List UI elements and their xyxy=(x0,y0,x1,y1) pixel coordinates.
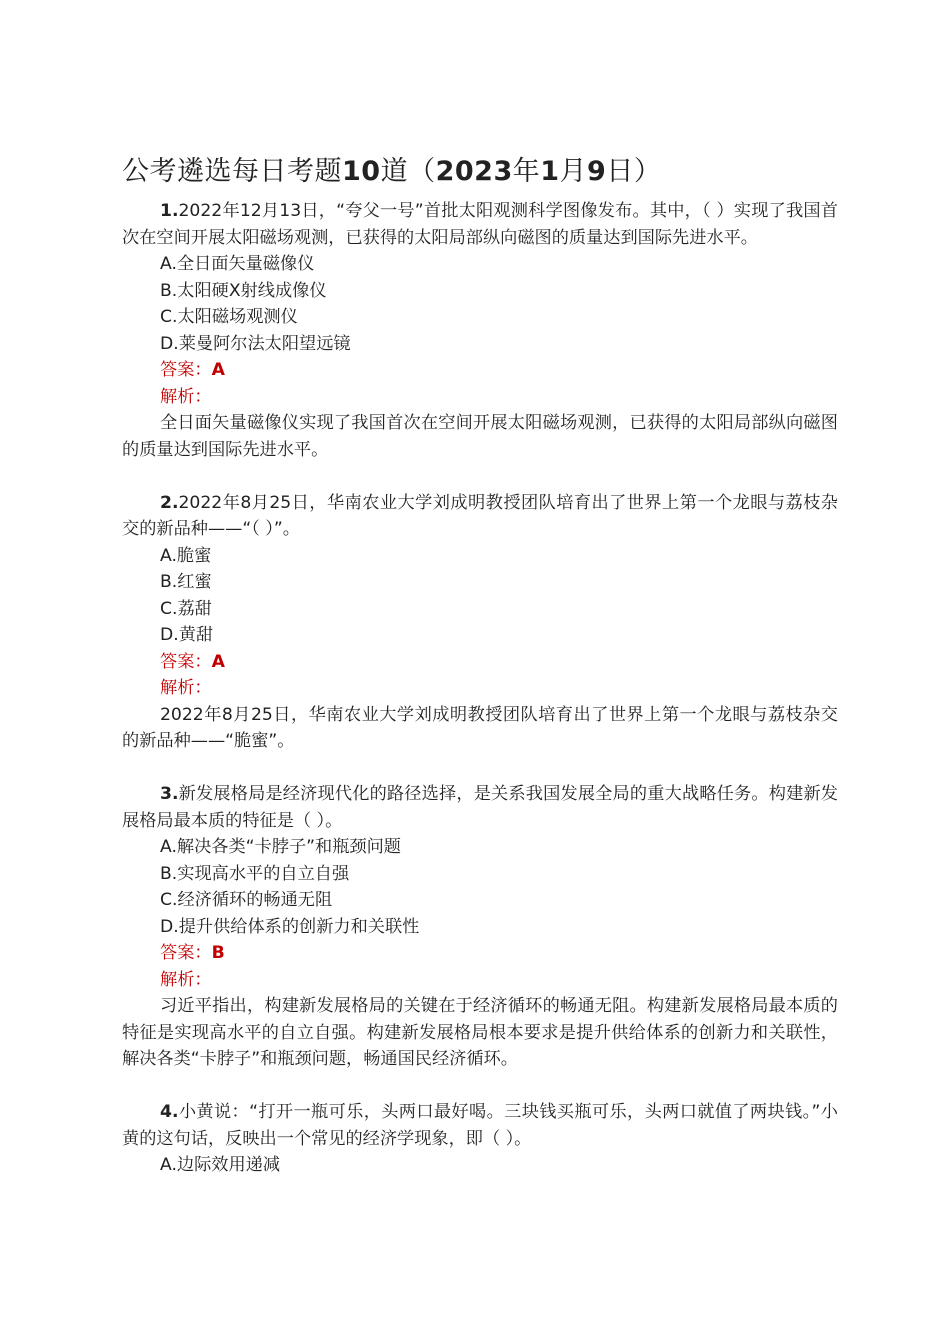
question-number: 4. xyxy=(160,1102,179,1122)
option-a: A.解决各类“卡脖子”和瓶颈问题 xyxy=(160,837,401,857)
analysis-text: 2022年8月25日，华南农业大学刘成明教授团队培育出了世界上第一个龙眼与荔枝杂交的新品种——“脆蜜”。 xyxy=(122,704,838,751)
analysis-text: 全日面矢量磁像仪实现了我国首次在空间开展太阳磁场观测，已获得的太阳局部纵向磁图的质量达到国际先进水平。 xyxy=(122,413,838,460)
question-stem: 3.新发展格局是经济现代化的路径选择，是关系我国发展全局的重大战略任务。构建新发展格局最本质的特征是（ ）。 xyxy=(122,784,838,831)
option-b: B.实现高水平的自立自强 xyxy=(160,863,350,884)
question-4 xyxy=(122,1099,838,1179)
option-c: C.太阳磁场观测仪 xyxy=(160,307,298,327)
spacer xyxy=(122,1073,838,1100)
page-title: 公考遴选每日考题10道（2023年1月9日） xyxy=(122,156,662,187)
option-d: D.黄甜 xyxy=(160,625,214,645)
answer-line: 答案：A xyxy=(160,360,225,380)
analysis-label: 解析： xyxy=(160,678,212,698)
question-stem: 1.2022年12月13日，“夸父一号”首批太阳观测科学图像发布。其中，（ ）实现了我国首次在空间开展太阳磁场观测，已获得的太阳局部纵向磁图的质量达到国际先进水平。 xyxy=(122,201,838,248)
question-number: 2. xyxy=(160,492,179,513)
option-b: B.太阳硬X射线成像仪 xyxy=(160,280,327,301)
document-page xyxy=(122,150,838,1179)
question-stem: 2.2022年8月25日，华南农业大学刘成明教授团队培育出了世界上第一个龙眼与荔枝杂交的新品种——“（ ）”。 xyxy=(122,492,838,539)
option-c: C.荔甜 xyxy=(160,598,212,619)
answer-line: 答案：A xyxy=(160,651,225,672)
option-a: A.脆蜜 xyxy=(160,545,212,566)
analysis-label: 解析： xyxy=(160,386,212,407)
option-d: D.提升供给体系的创新力和关联性 xyxy=(160,916,420,937)
question-3 xyxy=(122,781,838,1073)
answer-line: 答案：B xyxy=(160,943,225,963)
option-b: B.红蜜 xyxy=(160,572,212,592)
spacer xyxy=(122,755,838,782)
question-stem: 4.小黄说：“打开一瓶可乐，头两口最好喝。三块钱买瓶可乐，头两口就值了两块钱。”小黄的这句话，反映出一个常见的经济学现象，即（ ）。 xyxy=(122,1102,838,1149)
analysis-label: 解析： xyxy=(160,969,212,990)
analysis-text: 习近平指出，构建新发展格局的关键在于经济循环的畅通无阻。构建新发展格局最本质的特征是实现高水平的自立自强。构建新发展格局根本要求是提升供给体系的创新力和关联性，解决各类“卡脖子”和瓶颈问题，畅通国民经济循环。 xyxy=(122,996,838,1069)
option-a: A.全日面矢量磁像仪 xyxy=(160,254,315,274)
question-number: 3. xyxy=(160,784,179,804)
spacer xyxy=(122,463,838,490)
option-a: A.边际效用递减 xyxy=(160,1155,281,1175)
question-2 xyxy=(122,490,838,755)
question-1 xyxy=(122,198,838,463)
option-c: C.经济循环的畅通无阻 xyxy=(160,890,333,910)
option-d: D.莱曼阿尔法太阳望远镜 xyxy=(160,333,351,354)
question-number: 1. xyxy=(160,201,179,221)
